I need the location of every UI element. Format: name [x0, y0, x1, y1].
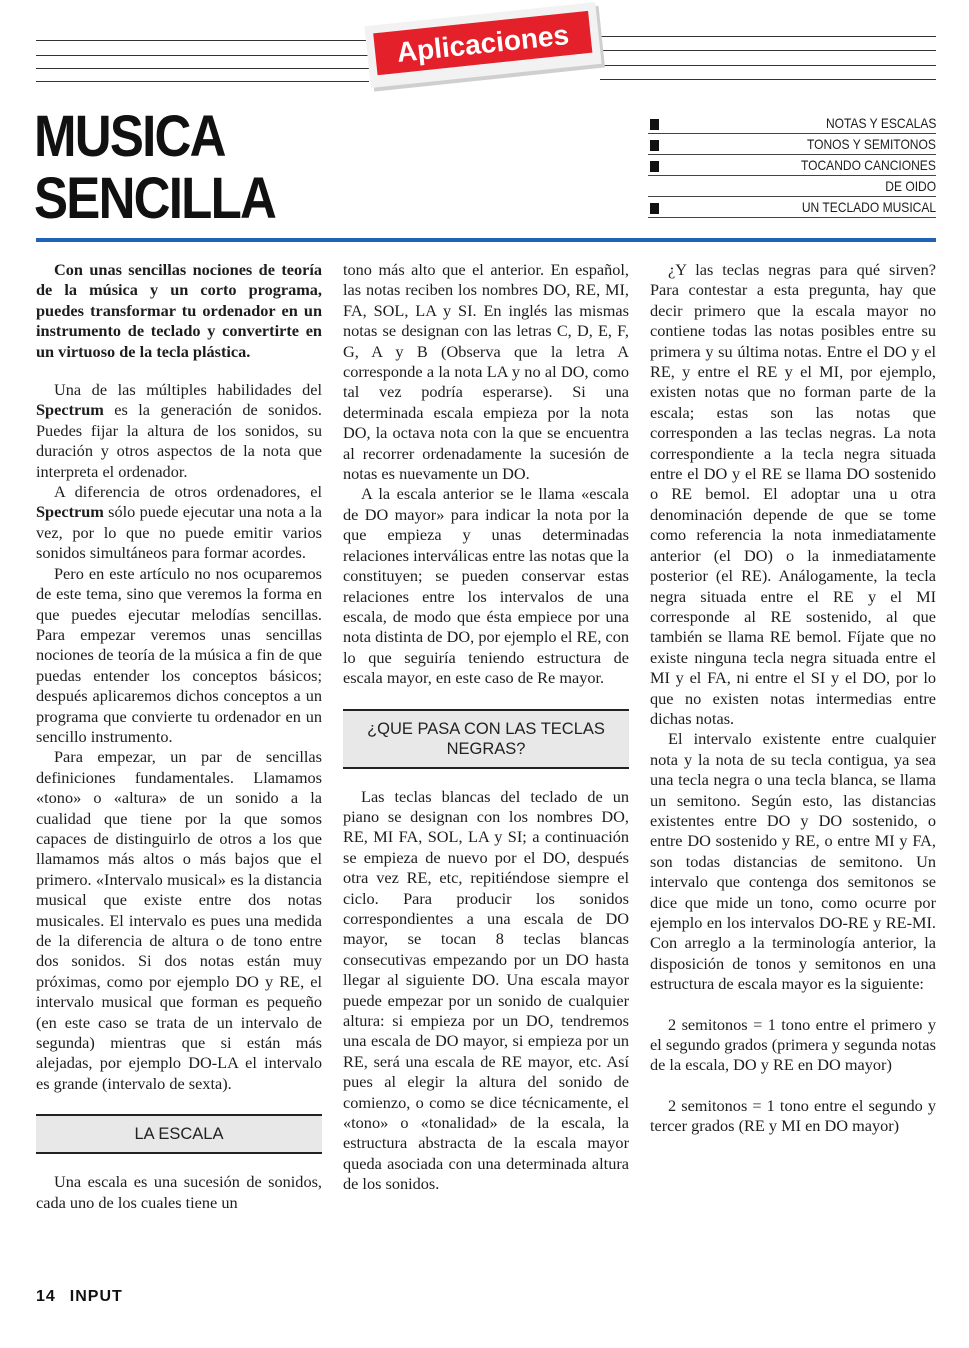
topic-label: UN TECLADO MUSICAL — [801, 199, 936, 215]
body-paragraph — [36, 482, 322, 564]
header-rule — [36, 55, 369, 56]
header-rule — [600, 79, 936, 80]
square-bullet-icon — [650, 161, 659, 172]
title-line-2: SENCILLA — [34, 166, 276, 231]
section-tag — [364, 2, 601, 88]
emphasis: Spectrum — [36, 400, 104, 420]
article-column-3 — [650, 260, 936, 1137]
body-paragraph: Una escala es una sucesión de sonidos, cada uno de los cuales tiene un — [36, 1172, 322, 1212]
square-bullet-icon — [650, 203, 659, 214]
page-title — [34, 106, 275, 230]
header-rule — [36, 81, 369, 82]
section-tag-label: Aplicaciones — [373, 11, 592, 75]
square-bullet-icon — [650, 140, 659, 151]
topic-label: NOTAS Y ESCALAS — [825, 115, 936, 131]
topic-label: TOCANDO CANCIONES — [801, 157, 936, 173]
topic-item — [648, 113, 936, 134]
square-bullet-icon — [650, 119, 659, 130]
subheading-teclas-negras: ¿QUE PASA CON LAS TECLAS NEGRAS? — [343, 709, 629, 769]
article-column-2 — [343, 260, 629, 1195]
header-rule — [36, 40, 369, 41]
page-number: 14 — [36, 1288, 56, 1305]
topic-item — [648, 176, 936, 197]
body-paragraph: 2 semitonos = 1 tono entre el primero y el segundo grados (primera y segunda notas de la escala, DO y RE en DO mayor) — [650, 1014, 936, 1075]
topic-label: DE OIDO — [885, 178, 936, 194]
page-footer — [36, 1288, 137, 1306]
text-run: A diferencia de otros ordenadores, el — [54, 482, 322, 502]
body-paragraph: ¿Y las teclas negras para qué sirven? Para contestar a esta pregunta, hay que decir primero que la escala mayor no contiene todas las notas posibles entre su primera y su última notas. Entre el DO y el RE, y entre el RE y el MI, por ejemplo, existen notas que no forman parte de la escala; estas son las notas que corresponden a las teclas negras. La nota correspondiente a la tecla negra situada entre el DO y el RE se llama DO sostenido o RE bemol. El adoptar una u otra denominación depende de que se tome como referencia la nota inmediatamente anterior (el DO) o la inmediatamente posterior (el RE). Análogamente, la tecla negra situada entre el RE y el MI corresponde al RE sostenido, al que también se llama RE bemol. Fíjate que no existe ninguna tecla negra situada entre el MI y el FA, ni entre el SI y el DO, por lo que no existen notas intermedias entre dichas notas. — [650, 260, 936, 728]
topic-item — [648, 155, 936, 176]
topic-item — [648, 197, 936, 218]
subheading-la-escala: LA ESCALA — [36, 1114, 322, 1154]
text-run: es la generación de sonidos. Puedes fijar la altura de los sonidos, su duración y otros aspectos de la nota que interpreta el ordenador. — [36, 400, 322, 481]
body-paragraph: Pero en este artículo no nos ocuparemos de este tema, sino que veremos la forma en que puedes ejecutar melodías sencillas. Para empezar veremos unas sencillas nociones de teoría de la música a fin de que puedas entender los conceptos básicos; después aplicaremos dichos conceptos a un programa que convierte tu ordenador en un sencillo instrumento. — [36, 563, 322, 746]
header-rule — [600, 50, 936, 51]
lead-paragraph: Con unas sencillas nociones de teoría de la música y un corto programa, puedes transformar tu ordenador en un instrumento de teclado y convertirte en un virtuoso de la tecla plástica. — [36, 260, 322, 361]
body-paragraph: A la escala anterior se le llama «escala de DO mayor» para indicar la nota por la que empieza y unas determinadas relaciones interválicas entre las notas que la constituyen; se pueden conservar estas relaciones entre los intervalos de una escala, de modo que ésta empiece por una nota distinta de DO, por ejemplo el RE, con lo que seguiría teniendo estructura de escala mayor, en este caso de Re mayor. — [343, 484, 629, 688]
header-rule — [600, 65, 936, 66]
body-paragraph: tono más alto que el anterior. En español, las notas reciben los nombres DO, RE, MI, FA, SOL, LA y SI. En inglés las mismas notas se designan con las letras C, D, E, F, G, A y B (Observa que la letra A corresponde a la nota LA y no al DO, como tal vez podría esperarse). Si una determinada escala empieza por la nota DO, la octava nota con la que se encuentra al recorrer ordenadamente la sucesión de notas es nuevamente un DO. — [343, 260, 629, 484]
text-run: Una de las múltiples habilidades del — [54, 380, 322, 400]
article-column-1 — [36, 260, 322, 1213]
body-paragraph: Para empezar, un par de sencillas definiciones fundamentales. Llamamos «tono» o «altura» de un sonido a la cualidad que tiene por la que somos capaces de distinguirlo de otros a los que llamamos más altos o más bajos que el primero. «Intervalo musical» es la distancia musical que existe entre dos notas musicales. El intervalo es pues una medida de la diferencia de altura o de tono entre dos sonidos. Si dos notas están muy próximas, como por ejemplo DO y RE, el intervalo musical que forman es pequeño (en este caso se trata de un intervalo de segunda) mientras que si están más alejadas, por ejemplo DO-LA el intervalo es grande (intervalo de sexta). — [36, 747, 322, 1093]
emphasis: Spectrum — [36, 502, 104, 522]
topic-label: TONOS Y SEMITONOS — [807, 136, 936, 152]
blue-divider — [36, 238, 936, 242]
body-paragraph — [36, 380, 322, 482]
header-rule — [36, 68, 369, 69]
body-paragraph: 2 semitonos = 1 tono entre el segundo y tercer grados (RE y MI en DO mayor) — [650, 1095, 936, 1136]
header-rule — [600, 36, 936, 37]
topic-list — [648, 113, 936, 218]
body-paragraph: Las teclas blancas del teclado de un piano se designan con los nombres DO, RE, MI FA, SOL, LA y SI; a continuación se empieza de nuevo por el DO, después otra vez RE, etc, repitiéndose siempre el ciclo. Para producir los sonidos correspondientes a una escala de DO mayor, se tocan 8 teclas blancas consecutivas empezando por un DO hasta llegar al siguiente DO. Una escala mayor puede empezar por un sonido de cualquier altura: si empieza por un DO, tendremos una escala de DO mayor, si empieza por un RE, será una escala de RE mayor, etc. Así pues al elegir la altura del sonido de comienzo, o como se dice técnicamente, el «tono» o «tonalidad» de la escala, la estructura abstracta de la escala mayor queda asociada con una determinada altura de los sonidos. — [343, 786, 629, 1194]
title-line-1: MUSICA — [34, 104, 225, 169]
magazine-name: INPUT — [69, 1288, 123, 1305]
text-run: sólo puede ejecutar una nota a la vez, por lo que no puede emitir varios sonidos simultáneos para formar acordes. — [36, 502, 322, 563]
topic-item — [648, 134, 936, 155]
body-paragraph: El intervalo existente entre cualquier nota y la nota de su tecla contigua, ya sea una tecla negra o una tecla blanca, se llama un semitono. Según esto, las distancias existentes entre DO y DO sostenido, o entre DO sostenido y RE, o entre MI y FA, son todas distancias de semitono. Un intervalo que contenga dos semitonos se dice que mide un tono, como ocurre por ejemplo en los intervalos DO-RE y RE-MI. Con arreglo a la terminología anterior, la disposición de tonos y semitonos en una estructura de escala mayor es la siguiente: — [650, 729, 936, 994]
